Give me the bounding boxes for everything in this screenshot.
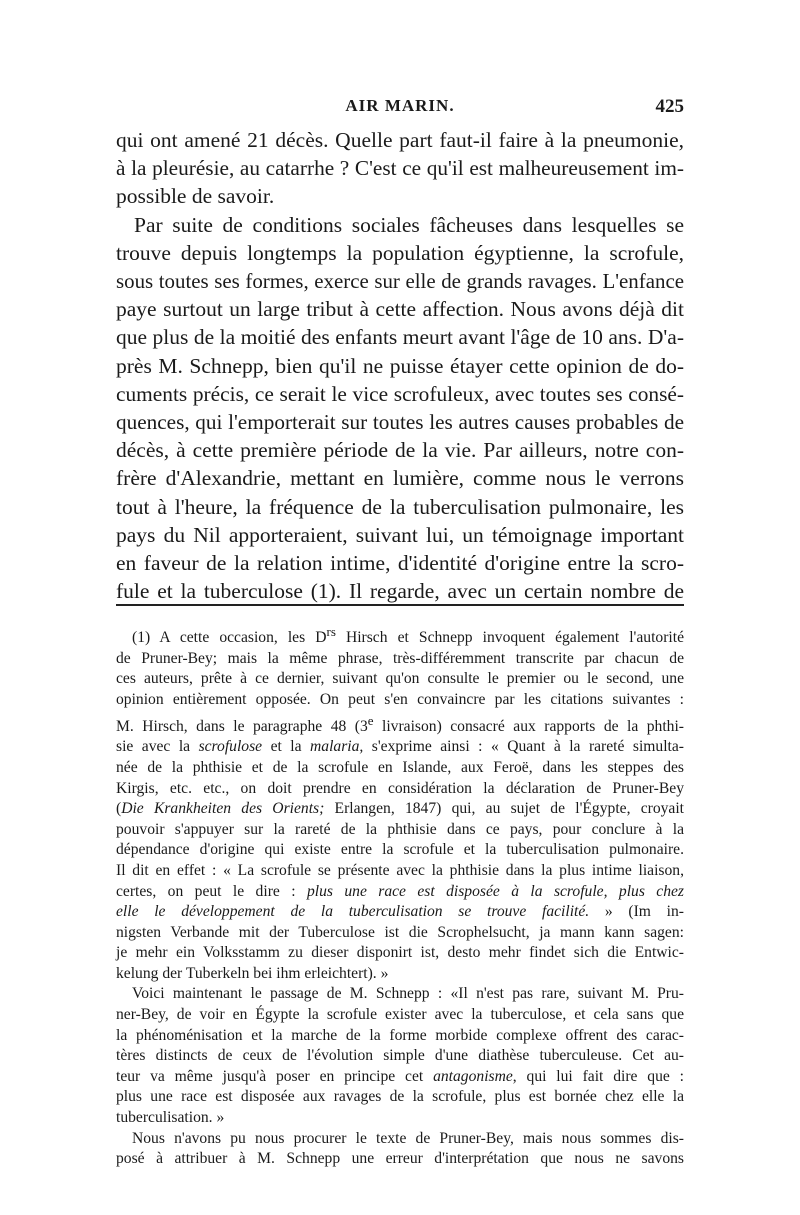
footnote-line: posé à attribuer à M. Schnepp une erreur d'interprétation que nous ne savons	[116, 1150, 684, 1168]
text-line: cuments précis, ce serait le vice scrofuleux, avec toutes ses consé-	[116, 381, 684, 406]
footnote-line: tuberculisation. »	[116, 1109, 225, 1127]
footnote-line: (Die Krankheiten des Orients; Erlangen, 1847) qui, au sujet de l'Égypte, croyait	[116, 800, 685, 818]
text-line: frère d'Alexandrie, mettant en lumière, comme nous le verrons	[116, 466, 684, 491]
text-line: qui ont amené 21 décès. Quelle part faut-il faire à la pneumonie,	[116, 128, 684, 152]
footnote-rule	[116, 604, 684, 606]
footnote-line: Voici maintenant le passage de M. Schnepp : «Il n'est pas rare, suivant M. Pru-	[132, 985, 684, 1003]
footnote-line: Il dit en effet : « La scrofule se présente avec la phthisie dans la plus intime liaison,	[116, 861, 684, 879]
footnote-line: de Pruner-Bey; mais la même phrase, très-différemment transcrite par chacun de	[116, 649, 684, 667]
footnote-line: plus une race est disposée aux ravages de la scrofule, plus est bornée chez elle la	[116, 1088, 684, 1106]
text-line: à la pleurésie, au catarrhe ? C'est ce qu'il est malheureusement im-	[116, 156, 684, 181]
footnote-line: teur va même jusqu'à poser en principe cet antagonisme, qui lui fait dire que :	[116, 1067, 684, 1085]
footnote-2	[116, 984, 684, 1128]
footnote-line: Nous n'avons pu nous procurer le texte de Pruner-Bey, mais nous sommes dis-	[132, 1129, 684, 1147]
running-head	[116, 96, 684, 126]
footnote-line: nigsten Verbande mit der Tuberculose ist die Scrophelsucht, ja mann kann sagen:	[116, 923, 684, 941]
footnote-line: kelung der Tuberkeln bei ihm erleichtert). »	[116, 964, 389, 982]
text-line: quences, qui l'emporterait sur toutes les autres causes probables de	[116, 410, 684, 435]
text-line: décès, à cette première période de la vie. Par ailleurs, notre con-	[116, 438, 684, 463]
paragraph-continuation	[116, 126, 684, 211]
text-line: paye surtout un large tribut à cette affection. Nous avons déjà dit	[116, 297, 684, 322]
running-title: AIR MARIN.	[345, 96, 455, 115]
text-line: trouve depuis longtemps la population égyptienne, la scrofule,	[116, 240, 684, 265]
footnote-line: opinion entièrement opposée. On peut s'en convaincre par les citations suivantes :	[116, 690, 684, 708]
footnote-line: tères distincts de ceux de l'évolution simple d'une diathèse tuberculeuse. Cet au-	[116, 1047, 684, 1065]
footnotes	[116, 622, 684, 1170]
footnote-line: pouvoir s'appuyer sur la rareté de la phthisie dans ce pays, pour conclure à la	[116, 820, 684, 838]
footnote-line: M. Hirsch, dans le paragraphe 48 (3e livraison) consacré aux rapports de la phthi-	[116, 712, 684, 735]
text-line: sous toutes ses formes, exerce sur elle de grands ravages. L'enfance	[116, 269, 684, 294]
footnote-line: certes, on peut le dire : plus une race est disposée à la scrofule, plus chez	[116, 882, 685, 900]
text-line: que plus de la moitié des enfants meurt avant l'âge de 10 ans. D'a-	[116, 325, 684, 350]
footnote-line: ner-Bey, de voir en Égypte la scrofule exister avec la tuberculose, et cela sans que	[116, 1006, 684, 1024]
footnote-line: Kirgis, etc. etc., on doit prendre en considération la déclaration de Pruner-Bey	[116, 779, 684, 797]
text-line: Par suite de conditions sociales fâcheuses dans lesquelles se	[134, 212, 684, 237]
text-line: en faveur de la relation intime, d'identité d'origine entre la scro-	[116, 551, 684, 576]
footnote-1	[116, 622, 684, 984]
footnote-line: née de la phthisie et de la scrofule en Islande, aux Feroë, dans les steppes des	[116, 758, 684, 776]
text-line: possible de savoir.	[116, 184, 275, 209]
footnote-line: (1) A cette occasion, les $D^{rs}$ Hirsch et Schnepp invoquent également l'autorité	[132, 624, 684, 647]
text-line: près M. Schnepp, bien qu'il ne puisse étayer cette opinion de do-	[116, 353, 684, 378]
footnote-line: je mehr ein Volksstamm zu dieser disponirt ist, desto mehr findet sich die Entwic-	[116, 944, 684, 962]
footnote-line: la phénoménisation et la marche de la forme morbide complexe offrent des carac-	[116, 1026, 684, 1044]
footnote-line: sie avec la scrofulose et la malaria, s'exprime ainsi : « Quant à la rareté simulta-	[116, 738, 685, 756]
footnote-line: dépendance d'origine qui existe entre la scrofule et la tuberculisation pulmonaire.	[116, 841, 684, 859]
footnote-line: ces auteurs, prête à ce dernier, suivant qu'on consulte le premier ou le second, une	[116, 670, 684, 688]
paragraph-scrofule	[116, 211, 684, 606]
main-text	[116, 126, 684, 605]
footnote-3	[116, 1129, 684, 1170]
footnote-line: elle le développement de la tuberculisation se trouve facilité. » (Im in-	[116, 903, 684, 921]
page-number: 425	[655, 96, 684, 117]
text-line: fule et la tuberculose (1). Il regarde, avec un certain nombre de	[116, 579, 684, 604]
text-line: tout à l'heure, la fréquence de la tuberculisation pulmonaire, les	[116, 494, 684, 519]
text-line: pays du Nil apporteraient, suivant lui, un témoignage important	[116, 522, 684, 547]
